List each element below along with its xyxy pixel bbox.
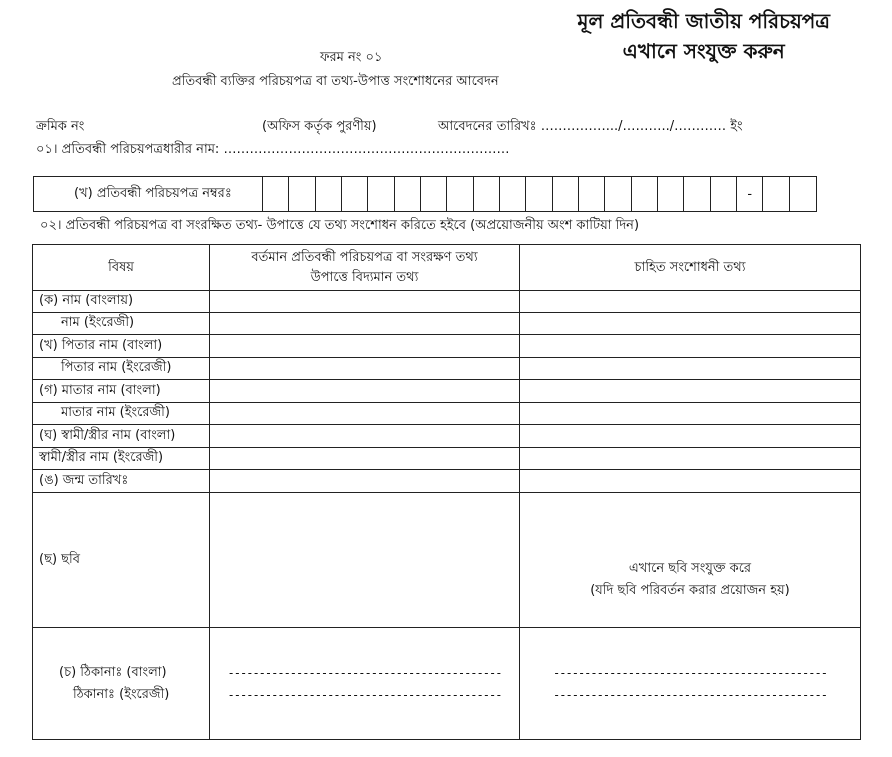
holder-name-field[interactable]: ০১। প্রতিবন্ধী পরিচয়পত্রধারীর নাম: ………………………………………………………… xyxy=(36,142,510,157)
desired-value-cell[interactable] xyxy=(520,335,861,358)
header-subject: বিষয় xyxy=(33,245,210,291)
card-digit-cell[interactable] xyxy=(553,177,579,211)
dash-line: -------------------------------------------- xyxy=(227,687,502,702)
card-digit-cell[interactable] xyxy=(605,177,631,211)
card-digit-cell[interactable] xyxy=(447,177,473,211)
card-digit-cell[interactable] xyxy=(316,177,342,211)
current-address-cell[interactable] xyxy=(210,628,520,740)
row-label: (ঘ) স্বামী/স্ত্রীর নাম (বাংলা) xyxy=(33,425,210,448)
office-fill-note: (অফিস কর্তৃক পুরণীয়) xyxy=(262,119,377,134)
correction-table xyxy=(32,244,861,740)
card-dash-cell: - xyxy=(737,177,763,211)
new-photo-cell[interactable] xyxy=(520,493,861,628)
desired-address-cell[interactable] xyxy=(520,628,861,740)
current-value-cell[interactable] xyxy=(210,313,520,335)
current-value-cell[interactable] xyxy=(210,470,520,493)
card-digit-cell[interactable] xyxy=(684,177,710,211)
row-label: (গ) মাতার নাম (বাংলা) xyxy=(33,380,210,403)
card-number-label: (খ) প্রতিবন্ধী পরিচয়পত্র নম্বরঃ xyxy=(34,177,263,211)
card-digit-cell[interactable] xyxy=(658,177,684,211)
current-value-cell[interactable] xyxy=(210,403,520,425)
card-number-box xyxy=(33,176,817,212)
header-current-line2: উপাত্তে বিদ্যমান তথ্য xyxy=(310,269,419,285)
address-label xyxy=(33,628,210,740)
card-digit-cell[interactable] xyxy=(342,177,368,211)
dash-line: -------------------------------------------- xyxy=(227,665,502,680)
desired-value-cell[interactable] xyxy=(520,403,861,425)
card-digit-cell[interactable] xyxy=(263,177,289,211)
card-digit-cell[interactable] xyxy=(790,177,816,211)
card-digit-cell[interactable] xyxy=(711,177,737,211)
row-label: (ঙ) জন্ম তারিখঃ xyxy=(33,470,210,493)
card-digit-cell[interactable] xyxy=(421,177,447,211)
dash-line: -------------------------------------------- xyxy=(553,665,827,680)
form-title: প্রতিবন্ধী ব্যক্তির পরিচয়পত্র বা তথ্য-উপাত্ত সংশোধনের আবেদন xyxy=(172,74,499,89)
photo-note-line1: এখানে ছবি সংযুক্ত করে xyxy=(628,561,752,576)
desired-value-cell[interactable] xyxy=(520,313,861,335)
header-desired-info: চাহিত সংশোধনী তথ্য xyxy=(520,245,861,291)
row-label: নাম (ইংরেজী) xyxy=(33,313,210,335)
card-digit-cell[interactable] xyxy=(500,177,526,211)
current-value-cell[interactable] xyxy=(210,425,520,448)
desired-value-cell[interactable] xyxy=(520,291,861,313)
current-value-cell[interactable] xyxy=(210,291,520,313)
photo-label: (ছ) ছবি xyxy=(33,493,210,628)
card-digit-cell[interactable] xyxy=(474,177,500,211)
card-digit-cell[interactable] xyxy=(526,177,552,211)
card-digit-cell[interactable] xyxy=(289,177,315,211)
desired-value-cell[interactable] xyxy=(520,470,861,493)
current-value-cell[interactable] xyxy=(210,358,520,380)
row-label: (খ) পিতার নাম (বাংলা) xyxy=(33,335,210,358)
desired-value-cell[interactable] xyxy=(520,380,861,403)
row-label: মাতার নাম (ইংরেজী) xyxy=(33,403,210,425)
serial-label: ক্রমিক নং xyxy=(36,119,85,134)
desired-value-cell[interactable] xyxy=(520,448,861,470)
current-photo-cell[interactable] xyxy=(210,493,520,628)
attach-card-line2: এখানে সংযুক্ত করুন xyxy=(622,39,785,63)
section-2-title: ০২। প্রতিবন্ধী পরিচয়পত্র বা সংরক্ষিত তথ্য- উপাত্তে যে তথ্য সংশোধন করিতে হইবে (অপ্রয়োজনীয় অংশ কাটিয়া দিন) xyxy=(40,218,640,233)
card-digit-cell[interactable] xyxy=(579,177,605,211)
desired-value-cell[interactable] xyxy=(520,425,861,448)
row-label: (ক) নাম (বাংলায়) xyxy=(33,291,210,313)
row-label: স্বামী/স্ত্রীর নাম (ইংরেজী) xyxy=(33,448,210,470)
current-value-cell[interactable] xyxy=(210,380,520,403)
dash-line: -------------------------------------------- xyxy=(553,687,827,702)
address-en-label: ঠিকানাঃ (ইংরেজী) xyxy=(73,686,170,702)
form-number: ফরম নং ০১ xyxy=(320,50,383,65)
current-value-cell[interactable] xyxy=(210,448,520,470)
card-digit-cell[interactable] xyxy=(763,177,789,211)
desired-value-cell[interactable] xyxy=(520,358,861,380)
header-current-line1: বর্তমান প্রতিবন্ধী পরিচয়পত্র বা সংরক্ষণ তথ্য xyxy=(251,249,478,265)
address-bn-label: (চ) ঠিকানাঃ (বাংলা) xyxy=(59,664,167,680)
row-label: পিতার নাম (ইংরেজী) xyxy=(33,358,210,380)
card-digit-cell[interactable] xyxy=(368,177,394,211)
application-date-field[interactable]: আবেদনের তারিখঃ …………….../………../………… ইং xyxy=(438,119,743,134)
photo-note-line2: (যদি ছবি পরিবর্তন করার প্রয়োজন হয়) xyxy=(590,583,790,598)
card-digit-cell[interactable] xyxy=(395,177,421,211)
current-value-cell[interactable] xyxy=(210,335,520,358)
header-current-info xyxy=(210,245,520,291)
attach-card-note xyxy=(577,6,830,66)
card-digit-cell[interactable] xyxy=(632,177,658,211)
attach-card-line1: মূল প্রতিবন্ধী জাতীয় পরিচয়পত্র xyxy=(577,9,830,33)
